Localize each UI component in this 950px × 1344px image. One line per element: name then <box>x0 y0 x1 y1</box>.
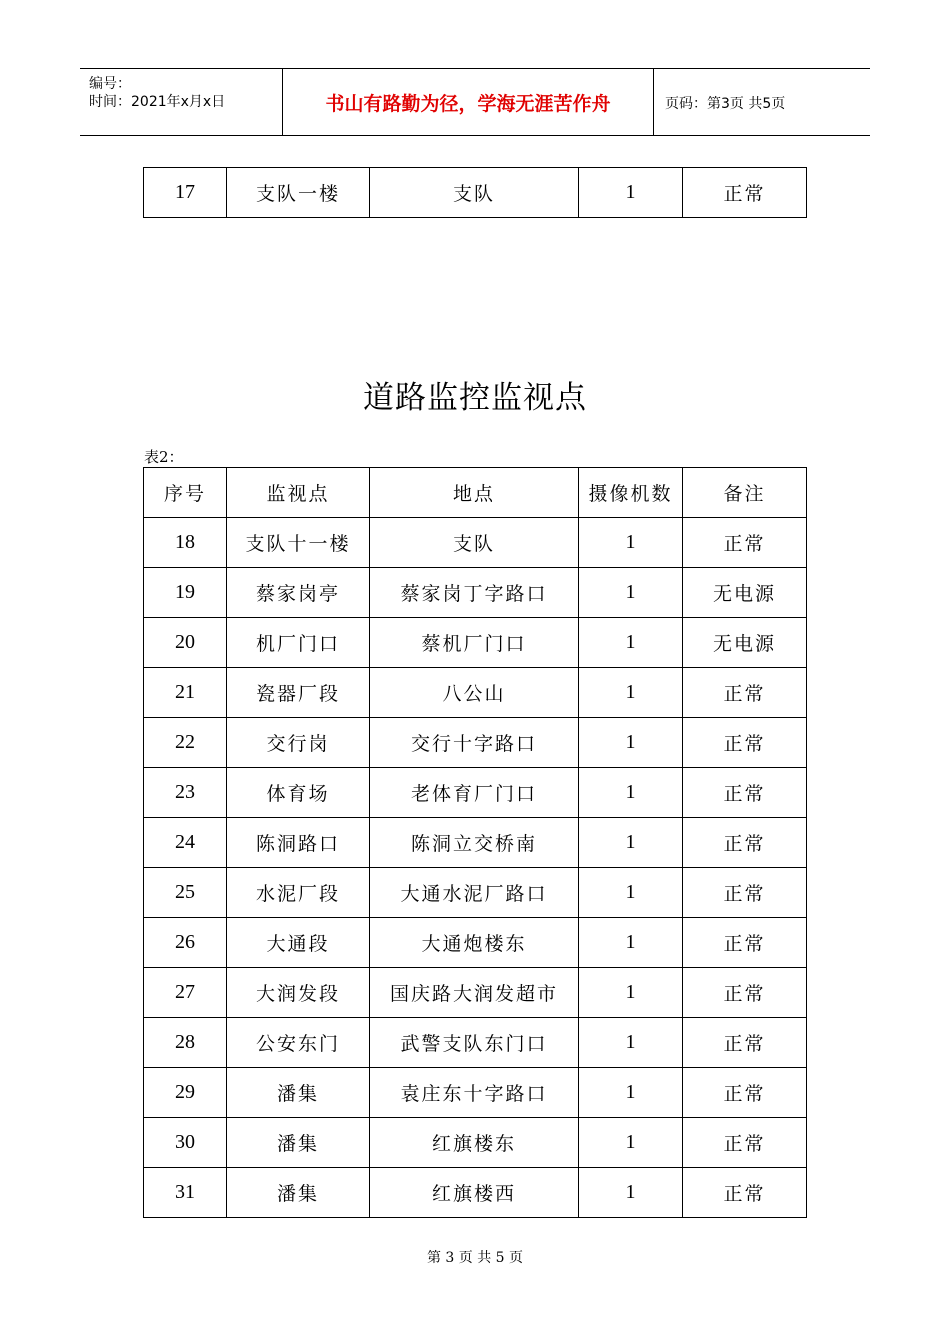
cell-note: 正常 <box>683 168 807 218</box>
cell-note: 正常 <box>683 518 807 568</box>
continuation-table <box>143 167 807 218</box>
document-number-label: 编号： <box>89 76 131 92</box>
cell-no: 20 <box>144 618 227 668</box>
cell-note: 无电源 <box>683 568 807 618</box>
cell-location: 老体育厂门口 <box>370 768 579 818</box>
table-row <box>144 918 807 968</box>
cell-no: 23 <box>144 768 227 818</box>
header-page-info: 页码：第3页 共5页 <box>665 96 786 112</box>
cell-point: 支队十一楼 <box>227 518 370 568</box>
cell-point: 潘集 <box>227 1118 370 1168</box>
table-row <box>144 768 807 818</box>
cell-location: 支队 <box>370 168 579 218</box>
cell-no: 19 <box>144 568 227 618</box>
cell-point: 陈洞路口 <box>227 818 370 868</box>
cell-cameras: 1 <box>579 168 683 218</box>
cell-note: 正常 <box>683 868 807 918</box>
cell-location: 陈洞立交桥南 <box>370 818 579 868</box>
cell-no: 26 <box>144 918 227 968</box>
cell-point: 公安东门 <box>227 1018 370 1068</box>
table-row <box>144 818 807 868</box>
cell-note: 正常 <box>683 768 807 818</box>
table-row <box>144 718 807 768</box>
cell-note: 正常 <box>683 1068 807 1118</box>
cell-cameras: 1 <box>579 1068 683 1118</box>
page-footer: 第 3 页 共 5 页 <box>426 1250 524 1266</box>
cell-cameras: 1 <box>579 668 683 718</box>
cell-note: 正常 <box>683 718 807 768</box>
cell-cameras: 1 <box>579 768 683 818</box>
cell-no: 22 <box>144 718 227 768</box>
cell-location: 国庆路大润发超市 <box>370 968 579 1018</box>
column-header: 监视点 <box>227 468 370 518</box>
cell-point: 大通段 <box>227 918 370 968</box>
column-header: 地点 <box>370 468 579 518</box>
column-header: 备注 <box>683 468 807 518</box>
header-meta <box>80 69 282 135</box>
section-title: 道路监控监视点 <box>363 380 587 416</box>
cell-point: 大润发段 <box>227 968 370 1018</box>
cell-no: 17 <box>144 168 227 218</box>
cell-no: 31 <box>144 1168 227 1218</box>
cell-location: 交行十字路口 <box>370 718 579 768</box>
cell-point: 机厂门口 <box>227 618 370 668</box>
cell-location: 大通水泥厂路口 <box>370 868 579 918</box>
cell-point: 支队一楼 <box>227 168 370 218</box>
cell-cameras: 1 <box>579 568 683 618</box>
cell-location: 袁庄东十字路口 <box>370 1068 579 1118</box>
cell-note: 正常 <box>683 1118 807 1168</box>
cell-cameras: 1 <box>579 918 683 968</box>
cell-point: 潘集 <box>227 1168 370 1218</box>
cell-location: 支队 <box>370 518 579 568</box>
cell-point: 交行岗 <box>227 718 370 768</box>
monitoring-points-table <box>143 467 807 1218</box>
cell-note: 无电源 <box>683 618 807 668</box>
cell-no: 18 <box>144 518 227 568</box>
cell-location: 红旗楼西 <box>370 1168 579 1218</box>
cell-point: 体育场 <box>227 768 370 818</box>
cell-cameras: 1 <box>579 718 683 768</box>
cell-cameras: 1 <box>579 1168 683 1218</box>
column-header: 摄像机数 <box>579 468 683 518</box>
cell-point: 水泥厂段 <box>227 868 370 918</box>
table-row <box>144 868 807 918</box>
cell-point: 瓷器厂段 <box>227 668 370 718</box>
table-row <box>144 668 807 718</box>
cell-point: 潘集 <box>227 1068 370 1118</box>
cell-cameras: 1 <box>579 1018 683 1068</box>
table-row <box>144 1068 807 1118</box>
cell-note: 正常 <box>683 918 807 968</box>
table-row <box>144 1018 807 1068</box>
cell-location: 八公山 <box>370 668 579 718</box>
table-row <box>144 518 807 568</box>
table-header-row <box>144 468 807 518</box>
cell-note: 正常 <box>683 818 807 868</box>
table-label: 表2： <box>144 448 184 466</box>
cell-cameras: 1 <box>579 868 683 918</box>
header-motto: 书山有路勤为径，学海无涯苦作舟 <box>282 69 654 135</box>
cell-no: 24 <box>144 818 227 868</box>
cell-no: 29 <box>144 1068 227 1118</box>
table-row <box>144 168 807 218</box>
cell-no: 28 <box>144 1018 227 1068</box>
cell-cameras: 1 <box>579 618 683 668</box>
table-row <box>144 1168 807 1218</box>
table-row <box>144 968 807 1018</box>
cell-no: 27 <box>144 968 227 1018</box>
cell-location: 武警支队东门口 <box>370 1018 579 1068</box>
page-header <box>80 68 870 136</box>
cell-no: 25 <box>144 868 227 918</box>
cell-location: 大通炮楼东 <box>370 918 579 968</box>
cell-no: 21 <box>144 668 227 718</box>
cell-location: 红旗楼东 <box>370 1118 579 1168</box>
cell-note: 正常 <box>683 1018 807 1068</box>
cell-note: 正常 <box>683 1168 807 1218</box>
cell-no: 30 <box>144 1118 227 1168</box>
cell-note: 正常 <box>683 968 807 1018</box>
cell-cameras: 1 <box>579 1118 683 1168</box>
document-time-label: 时间：2021年x月x日 <box>89 94 226 110</box>
column-header: 序号 <box>144 468 227 518</box>
cell-cameras: 1 <box>579 518 683 568</box>
table-row <box>144 1118 807 1168</box>
cell-note: 正常 <box>683 668 807 718</box>
table-row <box>144 618 807 668</box>
cell-cameras: 1 <box>579 818 683 868</box>
table-row <box>144 568 807 618</box>
cell-location: 蔡机厂门口 <box>370 618 579 668</box>
cell-location: 蔡家岗丁字路口 <box>370 568 579 618</box>
cell-point: 蔡家岗亭 <box>227 568 370 618</box>
cell-cameras: 1 <box>579 968 683 1018</box>
